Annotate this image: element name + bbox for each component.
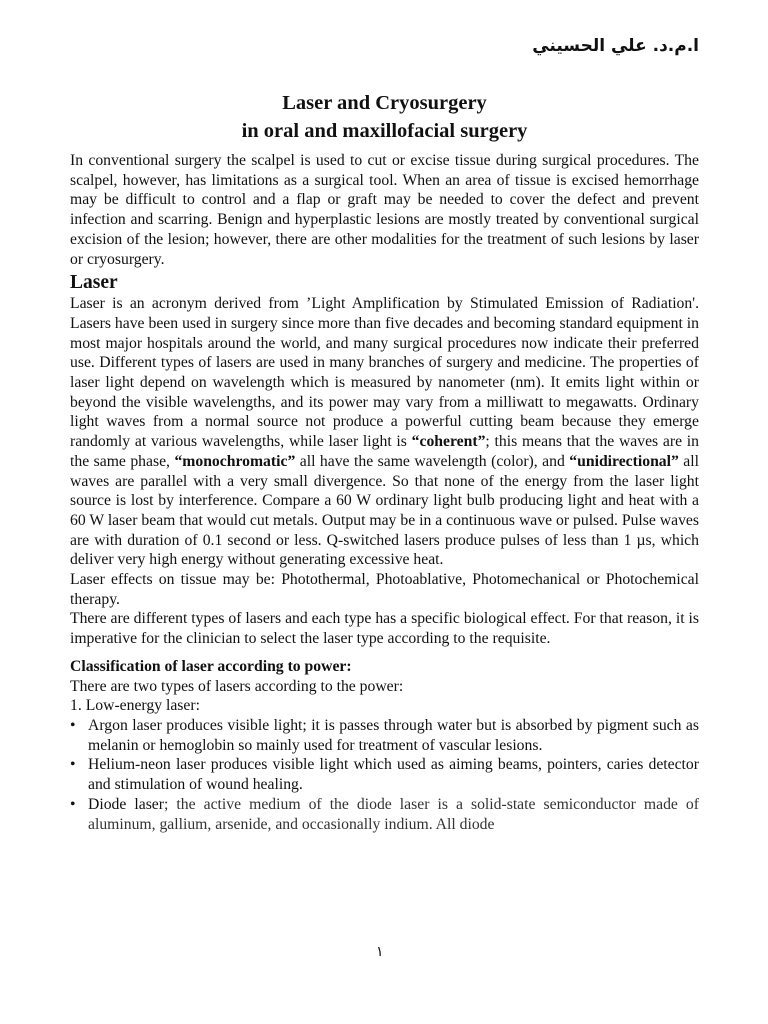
section-heading-laser: Laser [70,272,118,294]
title-line-2: in oral and maxillofacial surgery [241,120,528,142]
laser-p1-text-1: Laser is an acronym derived from ’Light Amplification by Stimulated Emission of Radiation'. Lasers have been used in surgery since more than five decades and becoming standard equipment in most major hospitals around the world, and many surgical procedures now indicate their preferred use. Different types of lasers are used in many branches of surgery and medicine. The properties of laser light depend on wavelength which is measured by nanometer (nm). It emits light within or beyond the visible wavelengths, and its power may vary from a milliwatt to megawatts. Ordinary light waves from a normal source not produce a powerful cutting beam because they emerge randomly at various wavelengths, while laser light is [70,295,699,451]
laser-paragraph-1 [70,294,699,570]
classification-intro: There are two types of lasers according to the power: [70,677,404,695]
laser-p1-text-3: all have the same wavelength (color), and [295,452,570,470]
intro-paragraph: In conventional surgery the scalpel is used to cut or excise tissue during surgical procedures. The scalpel, however, has limitations as a surgical tool. When an area of tissue is excised hemorrhage may be difficult to control and a flap or graft may be needed to cover the defect and prevent infection and scarring. Benign and hyperplastic lesions are mostly treated by conventional surgical excision of the lesion; however, there are other modalities for the treatment of such lesions by laser or cryosurgery. [70,152,699,268]
term-monochromatic: “monochromatic” [174,452,296,470]
laser-paragraph-2: Laser effects on tissue may be: Photothermal, Photoablative, Photomechanical or Photochemical therapy. [70,571,699,608]
laser-paragraph-3: There are different types of lasers and each type has a specific biological effect. For that reason, it is imperative for the clinician to select the laser type according to the requisite. [70,610,699,648]
list-item-low-energy: 1. Low-energy laser: [70,697,200,715]
term-unidirectional: “unidirectional” [569,452,679,470]
document-page [70,32,699,834]
page-number: ١ [376,944,384,960]
laser-p1-text-4: all waves are parallel with a very small divergence. So that none of the energy from the laser light source is lost by interference. Compare a 60 W ordinary light bulb producing light and heat with a 60 W laser beam that would cut metals. Output may be in a continuous wave or pulsed. Pulse waves are with duration of 0.1 second or less. Q-switched lasers produce pulses of less than 1 µs, which deliver very high energy without generating excessive heat. [70,452,699,569]
bullet-icon: • [70,716,76,734]
list-item-text: Helium-neon laser produces visible light which used as aiming beams, pointers, caries detector and stimulation of wound healing. [88,756,699,794]
list-item-diode [70,795,699,834]
list-item-argon [70,716,699,755]
laser-p1-text-2: ; this means that the waves are in the same phase, [70,433,699,470]
document-title [70,89,699,145]
bullet-icon: • [70,756,76,774]
list-item-text: ; the active medium of the diode laser is a solid-state semiconductor made of aluminum, gallium, arsenide, and occasionally indium. All diode [88,795,699,833]
list-item-text: Argon laser produces visible light; it is passes through water but is absorbed by pigment such as melanin or hemoglobin so mainly used for treatment of vascular lesions. [88,716,699,754]
title-line-1: Laser and Cryosurgery [282,92,487,114]
list-item-helium-neon [70,755,699,794]
list-item-lead: Diode laser [88,795,164,813]
bullet-icon: • [70,795,76,813]
author-name: ا.م.د. علي الحسيني [532,36,699,56]
term-coherent: “coherent” [411,433,486,451]
laser-type-list [70,716,699,834]
classification-heading: Classification of laser according to power: [70,657,352,675]
